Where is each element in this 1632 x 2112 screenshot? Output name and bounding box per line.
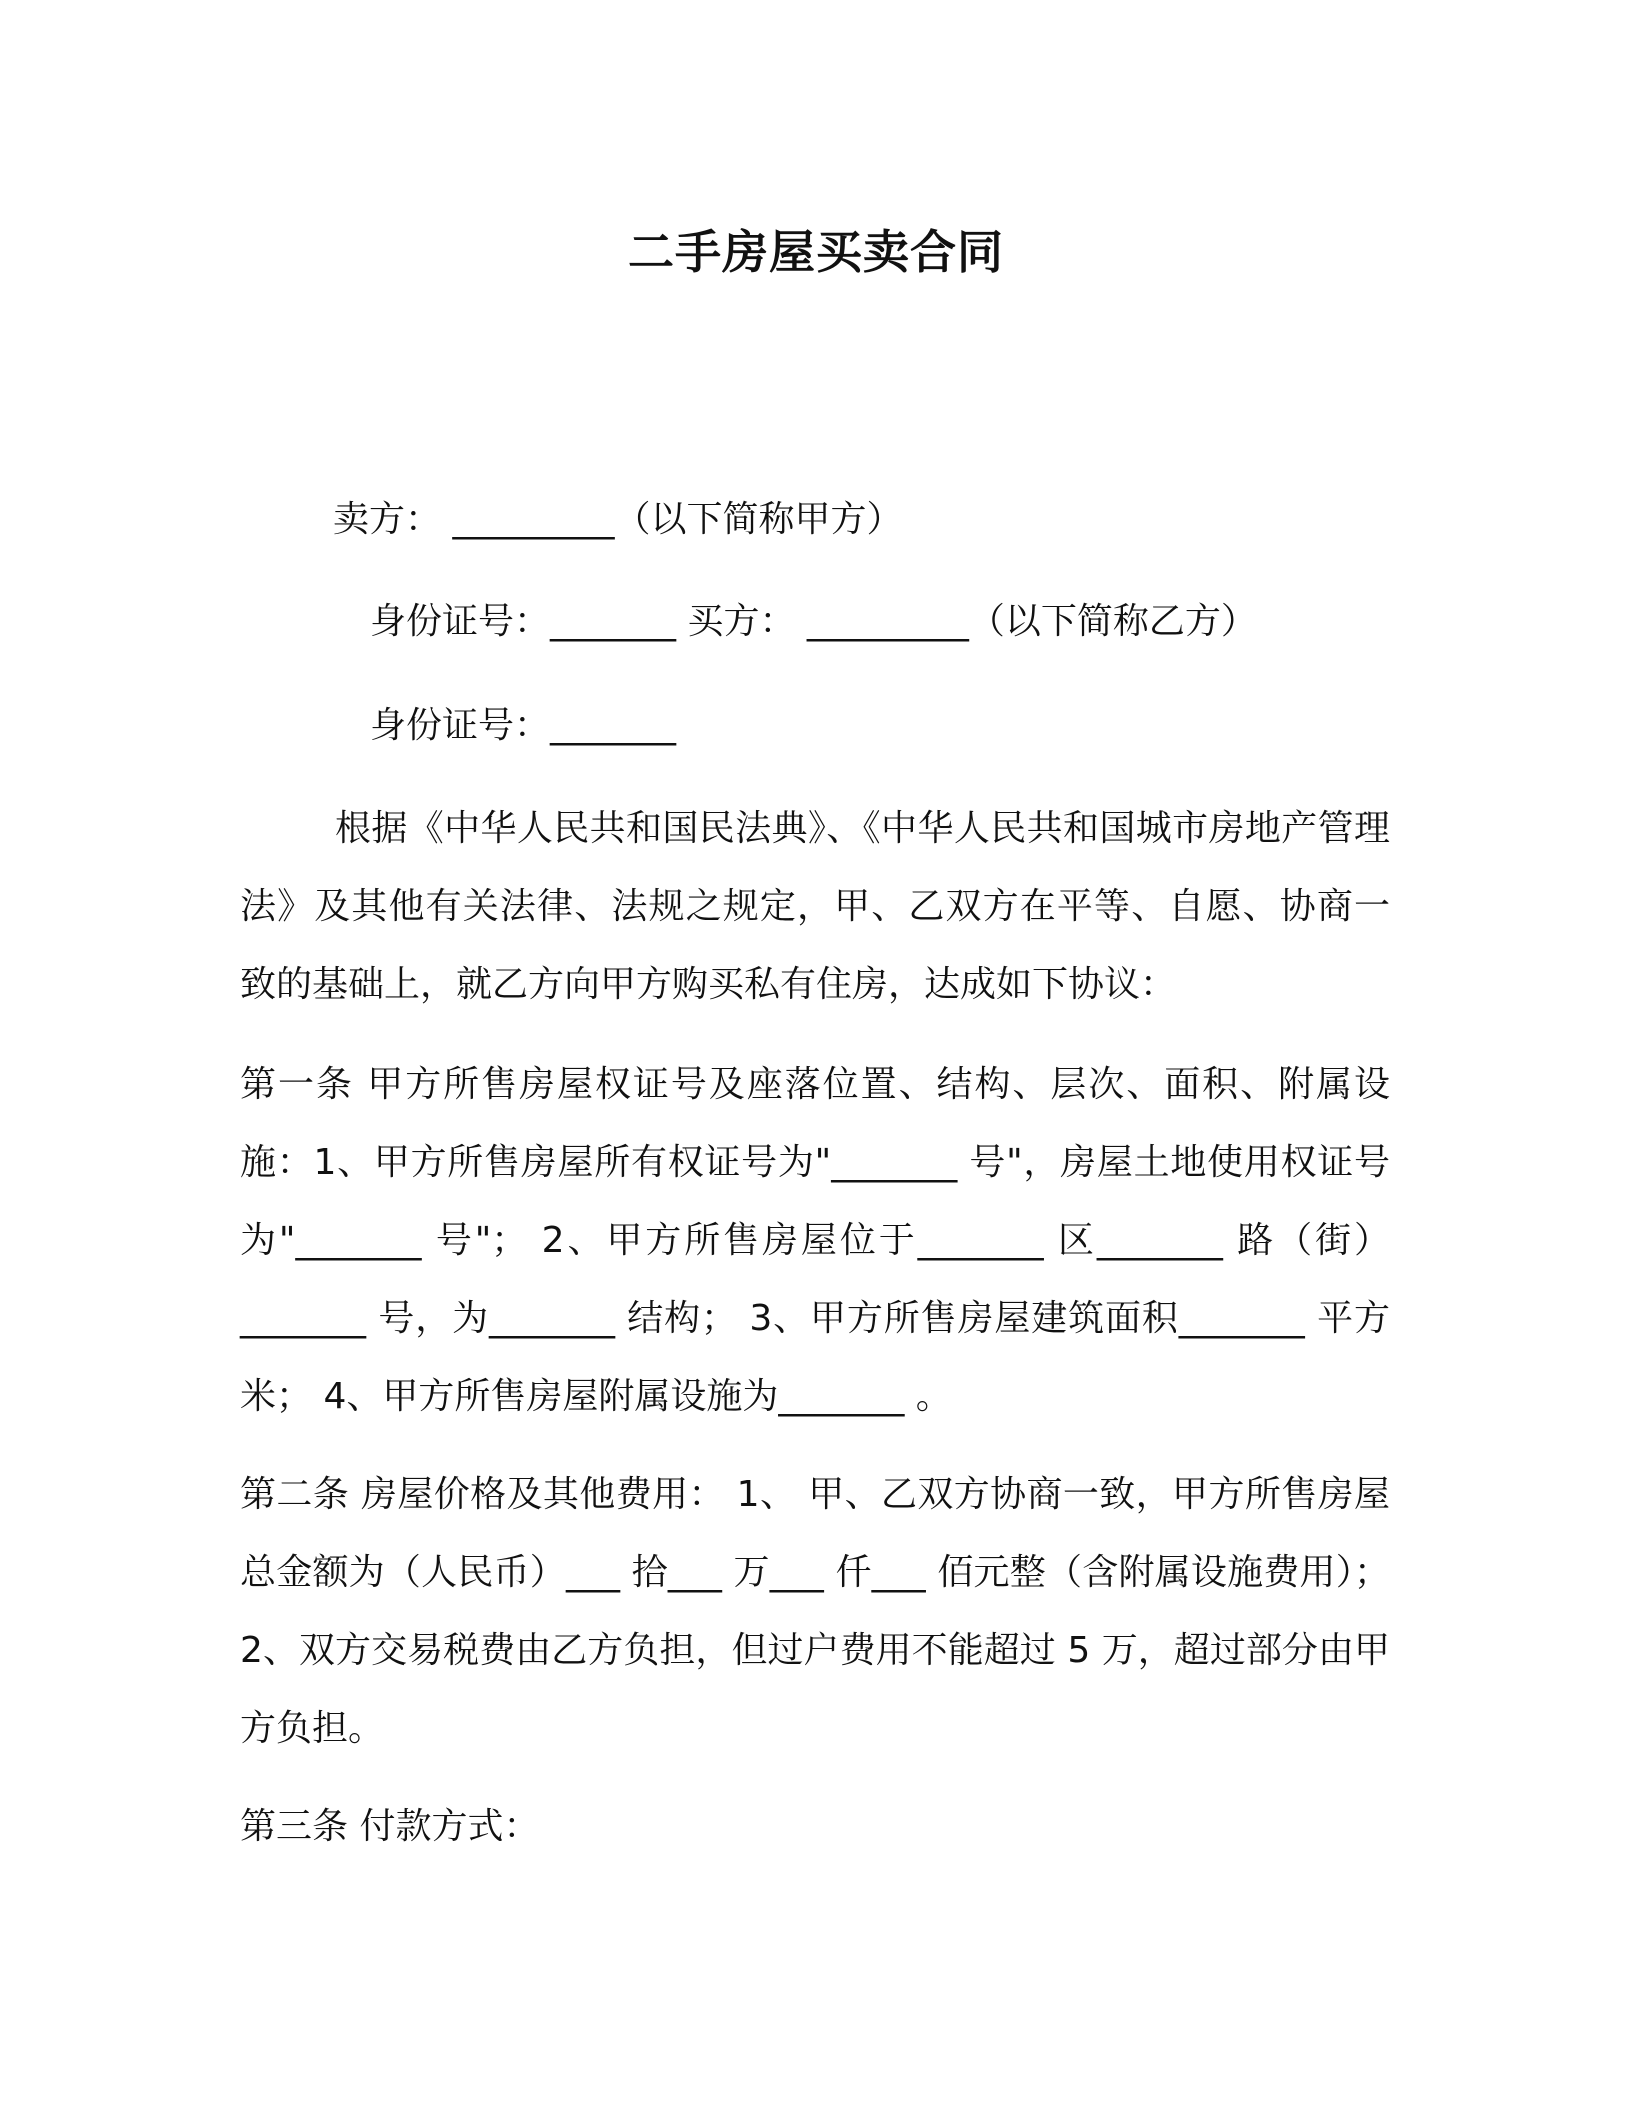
seller-line: 卖方： _________（以下简称甲方）	[333, 499, 903, 540]
document-title: 二手房屋买卖合同	[628, 225, 1004, 279]
preamble-paragraph: 根据《中华人民共和国民法典》、《中华人民共和国城市房地产管理法》及其他有关法律、法规之规定，甲、乙双方在平等、自愿、协商一致的基础上，就乙方向甲方购买私有住房，达成如下协议：	[240, 808, 1390, 1005]
seller-id-buyer-line: 身份证号：_______ 买方： _________（以下简称乙方）	[370, 601, 1257, 642]
article-2: 第二条 房屋价格及其他费用： 1、 甲、乙双方协商一致，甲方所售房屋总金额为（人民币）___ 拾___ 万___ 仟___ 佰元整（含附属设施费用）； 2、双方交易税费由乙方负担，但过户费用不能超过 5 万，超过部分由甲方负担。	[240, 1474, 1390, 1749]
article-3-heading: 第三条 付款方式：	[240, 1806, 540, 1847]
buyer-id-line: 身份证号：_______	[370, 705, 677, 746]
article-1: 第一条 甲方所售房屋权证号及座落位置、结构、层次、面积、附属设施：1、甲方所售房屋所有权证号为"_______ 号"，房屋土地使用权证号为"_______ 号"； 2、甲方所售房屋位于_______ 区_______ 路（街）_______ 号，为_______ 结构； 3、甲方所售房屋建筑面积_______ 平方米； 4、甲方所售房屋附属设施为_______ 。	[240, 1064, 1390, 1417]
